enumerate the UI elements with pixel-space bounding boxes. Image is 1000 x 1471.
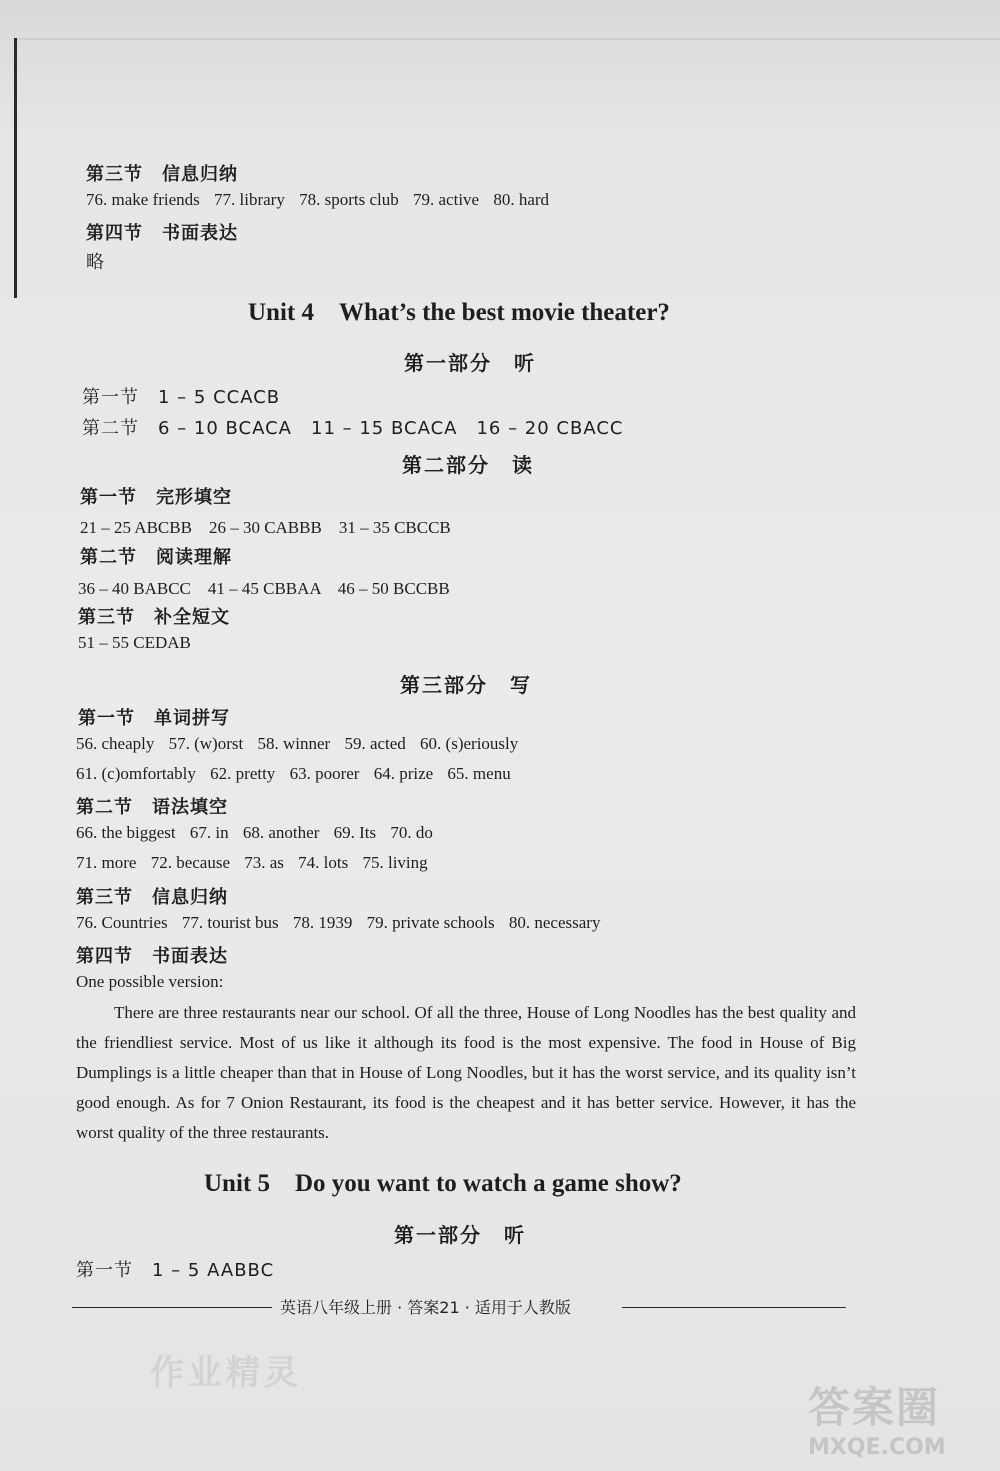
answer-row (76, 853, 438, 873)
essay-body (76, 998, 856, 1148)
answer-item: 62. pretty (210, 764, 276, 783)
answer-item: 70. do (390, 823, 433, 842)
essay-intro: One possible version: (76, 972, 224, 991)
answer-item: 67. in (189, 823, 229, 842)
answer-item: 61. (c)omfortably (76, 764, 196, 783)
answer-item: 73. as (244, 853, 284, 872)
answer-row (76, 764, 521, 784)
unit5-part1-title: 第一部分 听 (394, 1223, 526, 1247)
section-heading-info-summary: 第三节 信息归纳 (76, 887, 228, 908)
footer-rule-right (622, 1307, 846, 1308)
section-heading-grammar-fill: 第二节 语法填空 (76, 797, 228, 818)
answer-item: 80. hard (493, 190, 550, 209)
answer-item: 78. sports club (299, 190, 399, 209)
unit4-part3-title: 第三部分 写 (400, 673, 532, 697)
unit4-part1-section2: 第二节 6 – 10 BCACA 11 – 15 BCACA 16 – 20 CBACC (82, 418, 624, 439)
unit4-part1-title: 第一部分 听 (404, 351, 536, 375)
section-heading-spelling: 第一节 单词拼写 (78, 708, 230, 729)
answer-row: 51 – 55 CEDAB (78, 633, 191, 652)
answer-row (86, 190, 559, 210)
answer-item: 78. 1939 (292, 913, 353, 932)
unit4-part1-section1: 第一节 1 – 5 CCACB (82, 387, 281, 408)
answer-row (76, 823, 443, 843)
section-heading-info-summary: 第三节 信息归纳 (86, 164, 238, 185)
section-heading-complete-passage: 第三节 补全短文 (78, 607, 230, 628)
section-heading-writing: 第四节 书面表达 (76, 946, 228, 967)
answer-item: 71. more (76, 853, 137, 872)
answer-item: 76. make friends (86, 190, 200, 209)
unit5-title: Unit 5 Do you want to watch a game show? (204, 1170, 682, 1197)
section-heading-reading: 第二节 阅读理解 (80, 547, 232, 568)
answer-item: 79. active (413, 190, 480, 209)
essay-paragraph: There are three restaurants near our school. Of all the three, House of Long Noodles has the best quality and the friendliest service. Most of us like it although its food is the most expensive. The food in House of Big Dumplings is a little cheaper than that in House of Long Noodles, but it has the worst service, and its quality isn’t good enough. As for 7 Onion Restaurant, its food is the cheapest and it has better service. However, it has the worst quality of the three restaurants. (76, 1003, 856, 1142)
answer-omitted: 略 (86, 252, 105, 273)
answer-item: 63. poorer (289, 764, 360, 783)
answer-item: 76. Countries (76, 913, 168, 932)
answer-item: 58. winner (257, 734, 331, 753)
answer-item: 68. another (242, 823, 320, 842)
answer-item: 79. private schools (366, 913, 495, 932)
watermark-site: MXQE.COM (808, 1435, 946, 1460)
answer-item: 60. (s)eriously (420, 734, 519, 753)
answer-item: 57. (w)orst (168, 734, 244, 753)
watermark-logo-text: 答案圈 (808, 1383, 941, 1432)
answer-item: 69. Its (333, 823, 377, 842)
unit4-title: Unit 4 What’s the best movie theater? (248, 299, 670, 326)
answer-row: 36 – 40 BABCC 41 – 45 CBBAA 46 – 50 BCCBB (78, 579, 450, 598)
answer-row (76, 913, 610, 933)
answer-item: 77. library (214, 190, 285, 209)
page-top-edge (14, 38, 1000, 40)
answer-item: 64. prize (373, 764, 434, 783)
watermark-logo (808, 1375, 998, 1471)
answer-item: 74. lots (298, 853, 349, 872)
answer-item: 72. because (150, 853, 230, 872)
unit4-part2-title: 第二部分 读 (402, 453, 534, 477)
answer-item: 80. necessary (508, 913, 601, 932)
answer-row (76, 734, 528, 754)
answer-item: 65. menu (447, 764, 511, 783)
watermark-stamp: 作业精灵 (150, 1353, 302, 1393)
page-footer: 英语八年级上册 · 答案21 · 适用于人教版 (280, 1298, 571, 1317)
answer-item: 59. acted (344, 734, 406, 753)
section-heading-cloze: 第一节 完形填空 (80, 487, 232, 508)
answer-item: 77. tourist bus (181, 913, 279, 932)
binding-edge (14, 38, 17, 298)
footer-rule-left (72, 1307, 272, 1308)
answer-item: 56. cheaply (76, 734, 155, 753)
unit5-part1-section1: 第一节 1 – 5 AABBC (76, 1260, 275, 1281)
section-heading-writing: 第四节 书面表达 (86, 223, 238, 244)
answer-item: 75. living (362, 853, 428, 872)
answer-row: 21 – 25 ABCBB 26 – 30 CABBB 31 – 35 CBCCB (80, 518, 451, 537)
answer-item: 66. the biggest (76, 823, 176, 842)
